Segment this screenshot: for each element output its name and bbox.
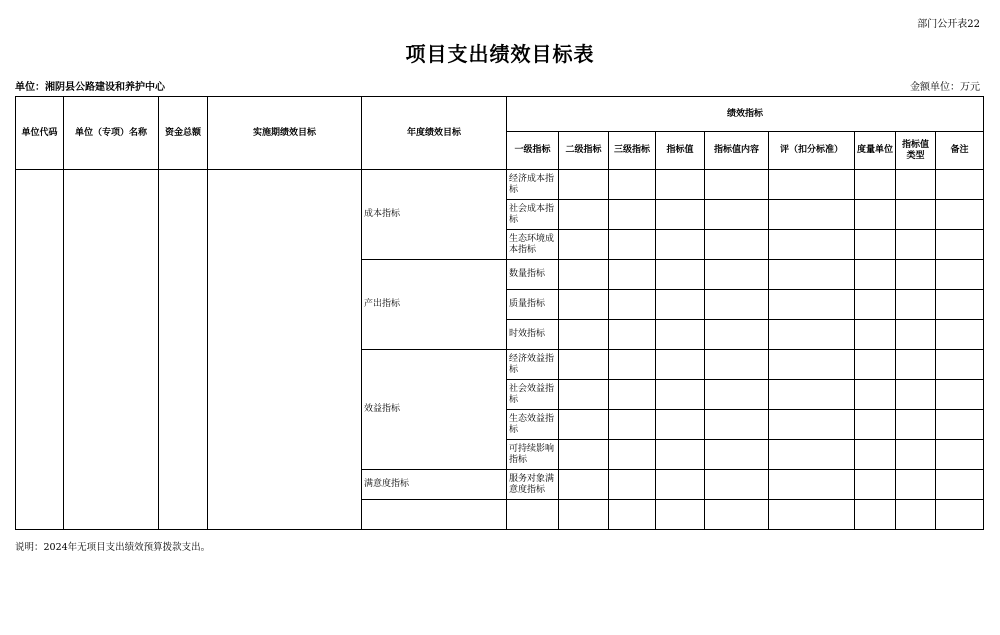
cell-empty	[705, 200, 769, 230]
cell-period-goal	[208, 170, 362, 530]
cell-level1-indicator: 社会成本指标	[507, 200, 559, 230]
header-annual-goal: 年度绩效目标	[362, 97, 507, 170]
cell-empty	[936, 230, 984, 260]
cell-empty	[559, 380, 609, 410]
cell-empty	[769, 350, 855, 380]
cell-empty	[609, 440, 656, 470]
table-row	[16, 170, 984, 200]
cell-empty	[609, 290, 656, 320]
cell-empty	[656, 470, 705, 500]
cell-empty	[855, 170, 896, 200]
cell-empty	[656, 320, 705, 350]
cell-empty	[656, 440, 705, 470]
cell-empty	[855, 470, 896, 500]
cell-level1-indicator: 服务对象满意度指标	[507, 470, 559, 500]
cell-empty	[656, 410, 705, 440]
cell-empty	[609, 200, 656, 230]
cell-empty	[855, 410, 896, 440]
cell-empty	[855, 320, 896, 350]
cell-empty	[896, 380, 936, 410]
header-value-content: 指标值内容	[705, 132, 769, 170]
cell-empty	[936, 320, 984, 350]
header-level1: 一级指标	[507, 132, 559, 170]
cell-empty	[769, 290, 855, 320]
cell-annual-goal-category: 产出指标	[362, 260, 507, 350]
cell-empty	[896, 440, 936, 470]
cell-empty	[656, 230, 705, 260]
cell-unit-code	[16, 170, 64, 530]
cell-level1-indicator: 时效指标	[507, 320, 559, 350]
header-period-goal: 实施期绩效目标	[208, 97, 362, 170]
cell-empty	[705, 170, 769, 200]
cell-empty	[855, 350, 896, 380]
cell-empty	[656, 350, 705, 380]
cell-empty	[609, 500, 656, 530]
cell-empty	[936, 260, 984, 290]
cell-empty	[559, 350, 609, 380]
header-value-type: 指标值类型	[896, 132, 936, 170]
cell-empty	[609, 350, 656, 380]
cell-empty	[769, 320, 855, 350]
cell-empty	[656, 500, 705, 530]
cell-empty	[936, 170, 984, 200]
cell-empty	[855, 290, 896, 320]
cell-empty	[656, 290, 705, 320]
cell-annual-goal-category: 效益指标	[362, 350, 507, 470]
header-total-funds: 资金总额	[159, 97, 208, 170]
header-scoring: 评（扣分标准）	[769, 132, 855, 170]
cell-empty	[559, 440, 609, 470]
cell-empty	[705, 380, 769, 410]
header-measure-unit: 度量单位	[855, 132, 896, 170]
cell-empty	[609, 410, 656, 440]
cell-empty	[769, 470, 855, 500]
cell-empty	[896, 320, 936, 350]
cell-empty	[705, 320, 769, 350]
cell-empty	[855, 380, 896, 410]
cell-annual-goal-category	[362, 500, 507, 530]
cell-empty	[769, 380, 855, 410]
cell-empty	[559, 500, 609, 530]
performance-target-table	[15, 96, 984, 530]
cell-empty	[656, 260, 705, 290]
cell-empty	[705, 290, 769, 320]
cell-empty	[705, 230, 769, 260]
cell-empty	[936, 380, 984, 410]
cell-empty	[936, 200, 984, 230]
cell-level1-indicator: 数量指标	[507, 260, 559, 290]
cell-empty	[896, 170, 936, 200]
cell-empty	[705, 440, 769, 470]
cell-level1-indicator: 可持续影响指标	[507, 440, 559, 470]
header-performance-indicators: 绩效指标	[507, 97, 984, 132]
cell-level1-indicator: 生态环境成本指标	[507, 230, 559, 260]
cell-empty	[609, 320, 656, 350]
cell-empty	[896, 290, 936, 320]
cell-empty	[705, 350, 769, 380]
cell-annual-goal-category: 成本指标	[362, 170, 507, 260]
cell-empty	[705, 470, 769, 500]
unit-label: 单位：湘阴县公路建设和养护中心	[15, 82, 165, 93]
cell-level1-indicator: 质量指标	[507, 290, 559, 320]
cell-empty	[769, 170, 855, 200]
cell-level1-indicator: 经济效益指标	[507, 350, 559, 380]
cell-empty	[896, 470, 936, 500]
cell-empty	[559, 470, 609, 500]
cell-empty	[559, 320, 609, 350]
cell-empty	[936, 440, 984, 470]
cell-empty	[896, 260, 936, 290]
cell-empty	[769, 260, 855, 290]
cell-empty	[609, 230, 656, 260]
cell-empty	[769, 500, 855, 530]
footnote: 说明：2024年无项目支出绩效预算拨款支出。	[15, 542, 211, 553]
cell-level1-indicator: 经济成本指标	[507, 170, 559, 200]
cell-empty	[896, 350, 936, 380]
cell-empty	[936, 470, 984, 500]
cell-empty	[855, 440, 896, 470]
header-level2: 二级指标	[559, 132, 609, 170]
cell-level1-indicator	[507, 500, 559, 530]
cell-empty	[936, 350, 984, 380]
table-number-label: 部门公开表22	[917, 19, 980, 30]
cell-empty	[769, 410, 855, 440]
cell-empty	[855, 200, 896, 230]
cell-empty	[559, 170, 609, 200]
header-remarks: 备注	[936, 132, 984, 170]
cell-empty	[656, 200, 705, 230]
cell-empty	[609, 170, 656, 200]
cell-empty	[609, 260, 656, 290]
cell-total-funds	[159, 170, 208, 530]
cell-empty	[855, 500, 896, 530]
cell-empty	[559, 290, 609, 320]
page-title: 项目支出绩效目标表	[405, 42, 595, 66]
header-level3: 三级指标	[609, 132, 656, 170]
cell-empty	[936, 410, 984, 440]
cell-annual-goal-category: 满意度指标	[362, 470, 507, 500]
cell-empty	[705, 500, 769, 530]
header-unit-code: 单位代码	[16, 97, 64, 170]
cell-empty	[896, 410, 936, 440]
cell-empty	[896, 200, 936, 230]
cell-empty	[769, 230, 855, 260]
cell-level1-indicator: 生态效益指标	[507, 410, 559, 440]
cell-empty	[656, 380, 705, 410]
cell-empty	[609, 470, 656, 500]
cell-empty	[896, 500, 936, 530]
cell-empty	[769, 440, 855, 470]
cell-empty	[855, 260, 896, 290]
cell-empty	[559, 260, 609, 290]
cell-empty	[559, 410, 609, 440]
cell-empty	[936, 500, 984, 530]
cell-empty	[936, 290, 984, 320]
cell-empty	[559, 230, 609, 260]
cell-empty	[896, 230, 936, 260]
cell-empty	[855, 230, 896, 260]
cell-unit-name	[64, 170, 159, 530]
cell-empty	[705, 260, 769, 290]
cell-empty	[705, 410, 769, 440]
cell-empty	[559, 200, 609, 230]
header-value: 指标值	[656, 132, 705, 170]
header-unit-name: 单位（专项）名称	[64, 97, 159, 170]
money-unit-label: 金额单位：万元	[910, 82, 980, 93]
cell-empty	[769, 200, 855, 230]
cell-level1-indicator: 社会效益指标	[507, 380, 559, 410]
cell-empty	[656, 170, 705, 200]
cell-empty	[609, 380, 656, 410]
